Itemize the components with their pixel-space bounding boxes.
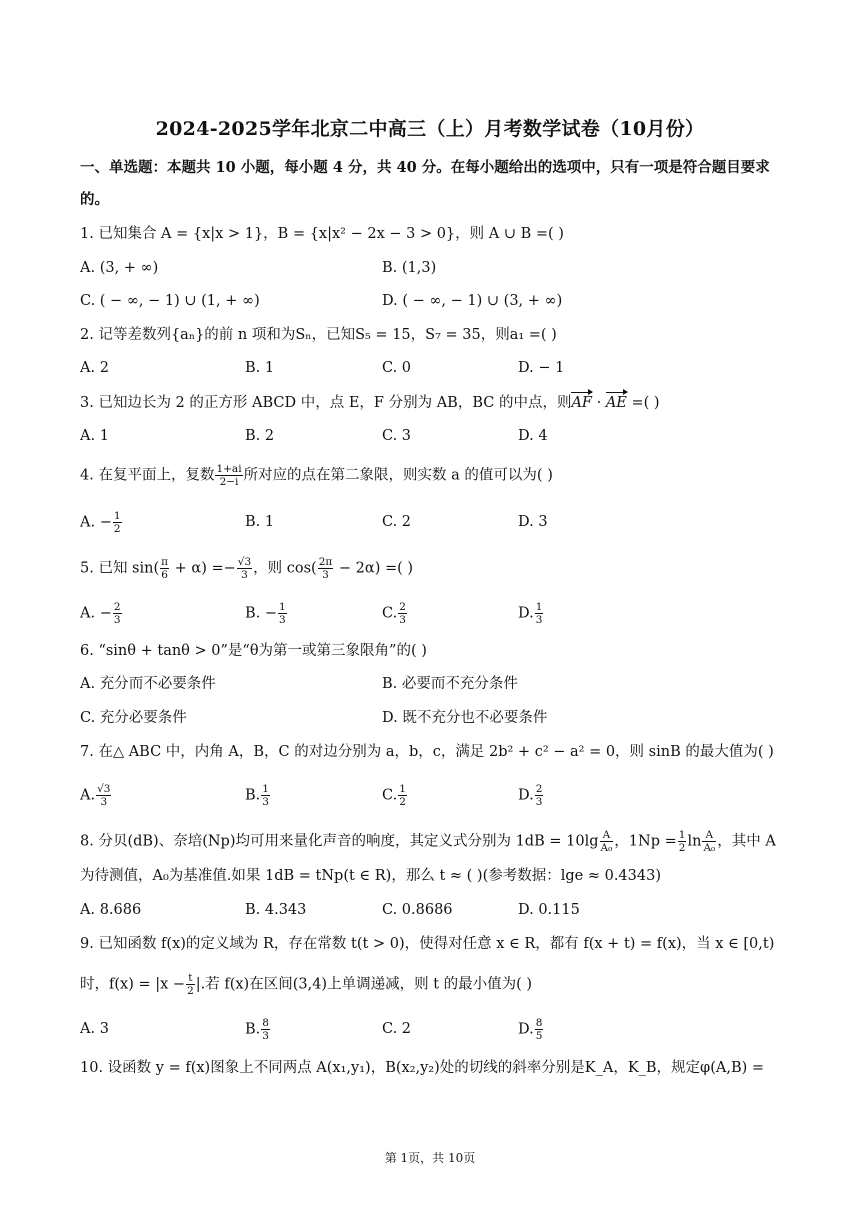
fraction-denominator: 2−i <box>219 476 239 488</box>
complex-fraction <box>215 463 242 488</box>
question-2-option-a: A. 2 <box>80 360 109 376</box>
question-9-stem: 9. 已知函数 f(x)的定义域为 R，存在常数 t(t > 0)，使得对任意 x ∈ R，都有 f(x + t) = f(x)，当 x ∈ [0,t) <box>80 936 775 952</box>
stem-part: + α) =− <box>170 560 236 577</box>
fraction-denominator: 3 <box>535 796 543 808</box>
fraction-numerator: 1 <box>399 783 406 795</box>
fraction-numerator: 1 <box>279 601 286 613</box>
option-fraction <box>398 601 407 626</box>
vector-ae: AE <box>605 395 627 411</box>
stem-part: |.若 f(x)在区间(3,4)上单调递减，则 t 的最小值为( ) <box>195 976 533 993</box>
option-label: B. <box>245 787 261 804</box>
question-2-option-d: D. − 1 <box>518 360 565 376</box>
fraction-t-2 <box>186 972 195 997</box>
option-label: C. <box>382 605 398 622</box>
option-fraction <box>96 783 111 808</box>
fraction-numerator: √3 <box>97 783 111 795</box>
option-label: B. − <box>245 605 278 622</box>
fraction-numerator: 1 <box>678 829 686 841</box>
fraction-denominator: 3 <box>399 614 406 626</box>
question-4-option-d: D. 3 <box>518 514 548 530</box>
question-3-stem-end: =( ) <box>626 395 660 411</box>
fraction-denominator: 3 <box>113 614 121 626</box>
option-label: A. − <box>80 605 112 622</box>
fraction-denominator: 3 <box>100 796 108 808</box>
fraction-numerator: 2π <box>318 556 333 568</box>
question-1-stem: 1. 已知集合 A = {x|x > 1}，B = {x|x² − 2x − 3 > 0}，则 A ∪ B =( ) <box>80 226 564 242</box>
question-5-option-b <box>245 601 288 626</box>
fraction-denominator: 6 <box>161 569 168 581</box>
question-4-stem-end: 所对应的点在第二象限，则实数 a 的值可以为( ) <box>243 467 553 484</box>
fraction-denominator: 2 <box>678 842 686 854</box>
question-5-stem <box>80 556 780 581</box>
option-fraction <box>113 510 122 535</box>
option-label: A. − <box>80 514 112 531</box>
option-fraction <box>261 1017 270 1042</box>
fraction-2pi-3 <box>318 556 334 581</box>
option-label: C. <box>382 787 398 804</box>
exam-title: 2024-2025学年北京二中高三（上）月考数学试卷（10月份） <box>155 118 705 140</box>
fraction-numerator: A <box>600 829 614 842</box>
section-heading-line2: 的。 <box>80 191 109 208</box>
option-label: A. <box>80 787 96 804</box>
question-1-option-b: B. (1,3) <box>382 260 437 276</box>
stem-part: ln <box>687 833 702 850</box>
option-fraction <box>535 1017 544 1042</box>
vector-af: AF <box>571 395 592 411</box>
fraction-numerator: 8 <box>262 1017 269 1029</box>
question-3-option-a: A. 1 <box>80 428 109 444</box>
question-3-stem <box>80 393 780 413</box>
option-fraction <box>278 601 287 626</box>
option-label: D. <box>518 787 534 804</box>
fraction-denominator: 3 <box>279 614 286 626</box>
question-1-option-c: C. ( − ∞, − 1) ∪ (1, + ∞) <box>80 293 260 309</box>
question-7-option-a <box>80 783 112 808</box>
fraction-denominator: 2 <box>113 523 121 535</box>
question-6-option-d: D. 既不充分也不必要条件 <box>382 710 548 726</box>
option-fraction <box>261 783 270 808</box>
question-6-option-a: A. 充分而不必要条件 <box>80 676 216 692</box>
fraction-numerator: 2 <box>535 783 543 795</box>
question-8-stem <box>80 829 780 854</box>
stem-part: 5. 已知 sin( <box>80 560 160 577</box>
stem-part: 8. 分贝(dB)、奈培(Np)均可用来量化声音的响度，其定义式分别为 1dB = 10lg <box>80 833 599 850</box>
question-5-option-d <box>518 601 544 626</box>
stem-part: ，其中 A <box>717 833 776 850</box>
fraction-numerator: 2 <box>399 601 406 613</box>
question-9-stem-line2 <box>80 972 780 997</box>
question-2-stem: 2. 记等差数列{aₙ}的前 n 项和为Sₙ，已知S₅ = 15，S₇ = 35，则a₁ =( ) <box>80 327 557 343</box>
question-7-stem: 7. 在△ ABC 中，内角 A，B，C 的对边分别为 a，b，c，满足 2b² + c² − a² = 0，则 sinB 的最大值为( ) <box>80 744 774 760</box>
question-9-option-c: C. 2 <box>382 1021 412 1037</box>
question-6-stem: 6. “sinθ + tanθ > 0”是“θ为第一或第三象限角”的( ) <box>80 643 427 659</box>
question-8-option-a: A. 8.686 <box>80 902 142 918</box>
question-7-option-d <box>518 783 544 808</box>
fraction-root3-3 <box>237 556 252 581</box>
fraction-denominator: 3 <box>241 569 248 581</box>
fraction-numerator: π <box>161 556 169 568</box>
option-label: B. <box>245 1021 261 1038</box>
stem-part: 时，f(x) = |x − <box>80 976 186 993</box>
question-8-option-b: B. 4.343 <box>245 902 307 918</box>
fraction-denominator: 5 <box>535 1030 543 1042</box>
question-4-stem-text: 4. 在复平面上，复数 <box>80 467 215 484</box>
question-1-option-a: A. (3, + ∞) <box>80 260 159 276</box>
fraction-numerator: 1+ai <box>216 463 242 475</box>
option-label: D. <box>518 1021 534 1038</box>
question-4-option-b: B. 1 <box>245 514 275 530</box>
question-9-option-a: A. 3 <box>80 1021 109 1037</box>
fraction-denominator: 3 <box>535 614 543 626</box>
question-9-option-d <box>518 1017 544 1042</box>
question-3-option-d: D. 4 <box>518 428 548 444</box>
option-fraction <box>535 783 544 808</box>
fraction-1-2 <box>678 829 687 854</box>
question-6-option-b: B. 必要而不充分条件 <box>382 676 518 692</box>
question-7-option-c <box>382 783 408 808</box>
question-8-stem-line2: 为待测值，A₀为基准值.如果 1dB = tNp(t ∈ R)，那么 t ≈ ( )(参考数据：lge ≈ 0.4343) <box>80 868 661 884</box>
fraction-denominator: A₀ <box>600 842 613 854</box>
fraction-numerator: 8 <box>535 1017 543 1029</box>
section-heading-line1: 一、单选题：本题共 10 小题，每小题 4 分，共 40 分。在每小题给出的选项中，只有一项是符合题目要求 <box>80 159 770 176</box>
stem-part: ，1Np = <box>614 833 677 850</box>
question-3-option-b: B. 2 <box>245 428 275 444</box>
option-fraction <box>398 783 407 808</box>
question-8-option-c: C. 0.8686 <box>382 902 453 918</box>
option-fraction <box>113 601 122 626</box>
section-heading <box>80 152 780 216</box>
option-fraction <box>535 601 544 626</box>
fraction-numerator: 1 <box>535 601 543 613</box>
question-2-option-b: B. 1 <box>245 360 275 376</box>
question-3-stem-text: 3. 已知边长为 2 的正方形 ABCD 中，点 E，F 分别为 AB，BC 的中点，则 <box>80 395 572 411</box>
question-8-option-d: D. 0.115 <box>518 902 580 918</box>
question-5-option-c <box>382 601 408 626</box>
page-footer: 第 1页，共 10页 <box>384 1151 476 1165</box>
fraction-numerator: √3 <box>237 556 252 568</box>
option-label: D. <box>518 605 534 622</box>
question-3-option-c: C. 3 <box>382 428 412 444</box>
fraction-denominator: 3 <box>322 569 329 581</box>
question-4-option-c: C. 2 <box>382 514 412 530</box>
question-7-option-b <box>245 783 271 808</box>
question-6-option-c: C. 充分必要条件 <box>80 710 187 726</box>
stem-part: ，则 cos( <box>253 560 317 577</box>
question-2-option-c: C. 0 <box>382 360 412 376</box>
question-4-option-a <box>80 510 123 535</box>
question-1-option-d: D. ( − ∞, − 1) ∪ (3, + ∞) <box>382 293 563 309</box>
fraction-pi-6 <box>160 556 169 581</box>
question-10-stem: 10. 设函数 y = f(x)图象上不同两点 A(x₁,y₁)，B(x₂,y₂)处的切线的斜率分别是K_A，K_B，规定φ(A,B) = <box>80 1060 765 1076</box>
fraction-numerator: 2 <box>113 601 121 613</box>
fraction-numerator: 1 <box>113 510 121 522</box>
fraction-numerator: t <box>186 972 195 985</box>
stem-part: − 2α) =( ) <box>334 560 414 577</box>
fraction-denominator: 2 <box>399 796 406 808</box>
fraction-a-a0 <box>600 829 614 854</box>
fraction-denominator: A₀ <box>703 842 716 854</box>
question-5-option-a <box>80 601 123 626</box>
fraction-denominator: 2 <box>187 985 194 997</box>
question-4-stem <box>80 463 780 488</box>
question-9-option-b <box>245 1017 271 1042</box>
fraction-numerator: A <box>702 829 716 842</box>
fraction-a-a0 <box>702 829 716 854</box>
fraction-denominator: 3 <box>262 796 269 808</box>
fraction-numerator: 1 <box>262 783 269 795</box>
fraction-denominator: 3 <box>262 1030 269 1042</box>
dot-operator: · <box>592 395 606 411</box>
